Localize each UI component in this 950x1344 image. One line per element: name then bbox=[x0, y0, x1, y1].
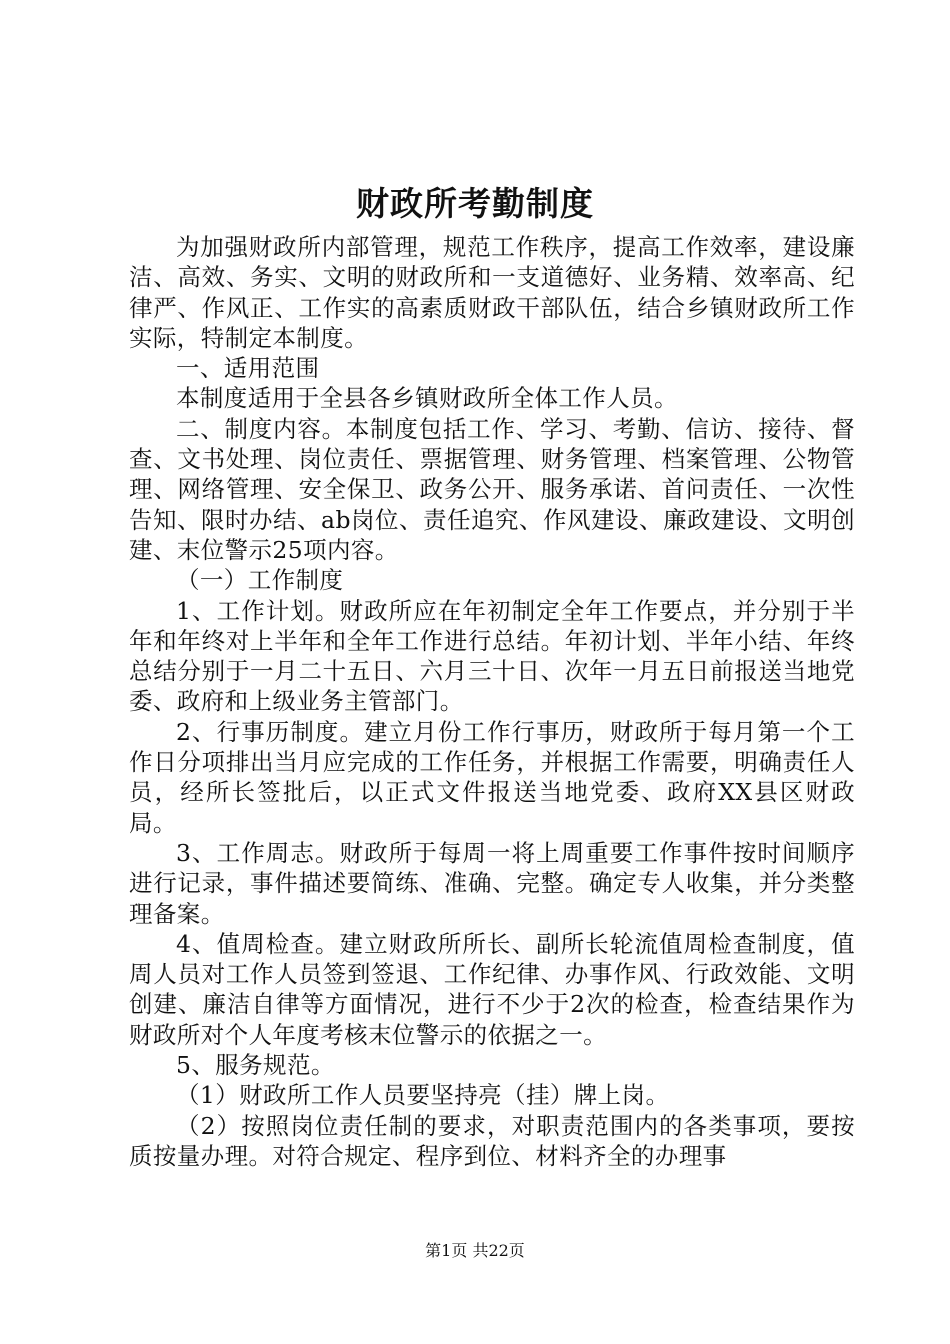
paragraph-weekly-check: 4、值周检查。建立财政所所长、副所长轮流值周检查制度，值周人员对工作人员签到签退、工作纪律、办事作风、行政效能、文明创建、廉洁自律等方面情况，进行不少于2次的检查，检查结果作为财政所对个人年度考核末位警示的依据之一。 bbox=[129, 929, 855, 1049]
paragraph-service-item-1: （1）财政所工作人员要坚持亮（挂）牌上岗。 bbox=[176, 1081, 670, 1110]
paragraph-intro: 为加强财政所内部管理，规范工作秩序，提高工作效率，建设廉洁、高效、务实、文明的财政所和一支道德好、业务精、效率高、纪律严、作风正、工作实的高素质财政干部队伍，结合乡镇财政所工作实际，特制定本制度。 bbox=[129, 233, 855, 352]
section-heading-work-system: （一）工作制度 bbox=[176, 566, 344, 595]
document-title: 财政所考勤制度 bbox=[356, 184, 594, 223]
section-heading-scope: 一、适用范围 bbox=[176, 354, 320, 383]
paragraph-scope: 本制度适用于全县各乡镇财政所全体工作人员。 bbox=[176, 384, 678, 413]
paragraph-weekly-log: 3、工作周志。财政所于每周一将上周重要工作事件按时间顺序进行记录，事件描述要简练、准确、完整。确定专人收集，并分类整理备案。 bbox=[129, 838, 855, 928]
paragraph-service-norms: 5、服务规范。 bbox=[176, 1051, 335, 1080]
paragraph-service-item-2: （2）按照岗位责任制的要求，对职责范围内的各类事项，要按质按量办理。对符合规定、程序到位、材料齐全的办理事 bbox=[129, 1111, 855, 1170]
paragraph-content: 二、制度内容。本制度包括工作、学习、考勤、信访、接待、督查、文书处理、岗位责任、票据管理、财务管理、档案管理、公物管理、网络管理、安全保卫、政务公开、服务承诺、首问责任、一次性告知、限时办结、ab岗位、责任追究、作风建设、廉政建设、文明创建、末位警示25项内容。 bbox=[129, 414, 855, 564]
document-body bbox=[129, 232, 855, 1171]
page-number-footer: 第1页 共22页 bbox=[425, 1241, 525, 1260]
paragraph-calendar: 2、行事历制度。建立月份工作行事历，财政所于每月第一个工作日分项排出当月应完成的工作任务，并根据工作需要，明确责任人员，经所长签批后，以正式文件报送当地党委、政府XX县区财政局。 bbox=[129, 717, 855, 837]
paragraph-work-plan: 1、工作计划。财政所应在年初制定全年工作要点，并分别于半年和年终对上半年和全年工作进行总结。年初计划、半年小结、年终总结分别于一月二十五日、六月三十日、次年一月五日前报送当地党委、政府和上级业务主管部门。 bbox=[129, 596, 855, 716]
